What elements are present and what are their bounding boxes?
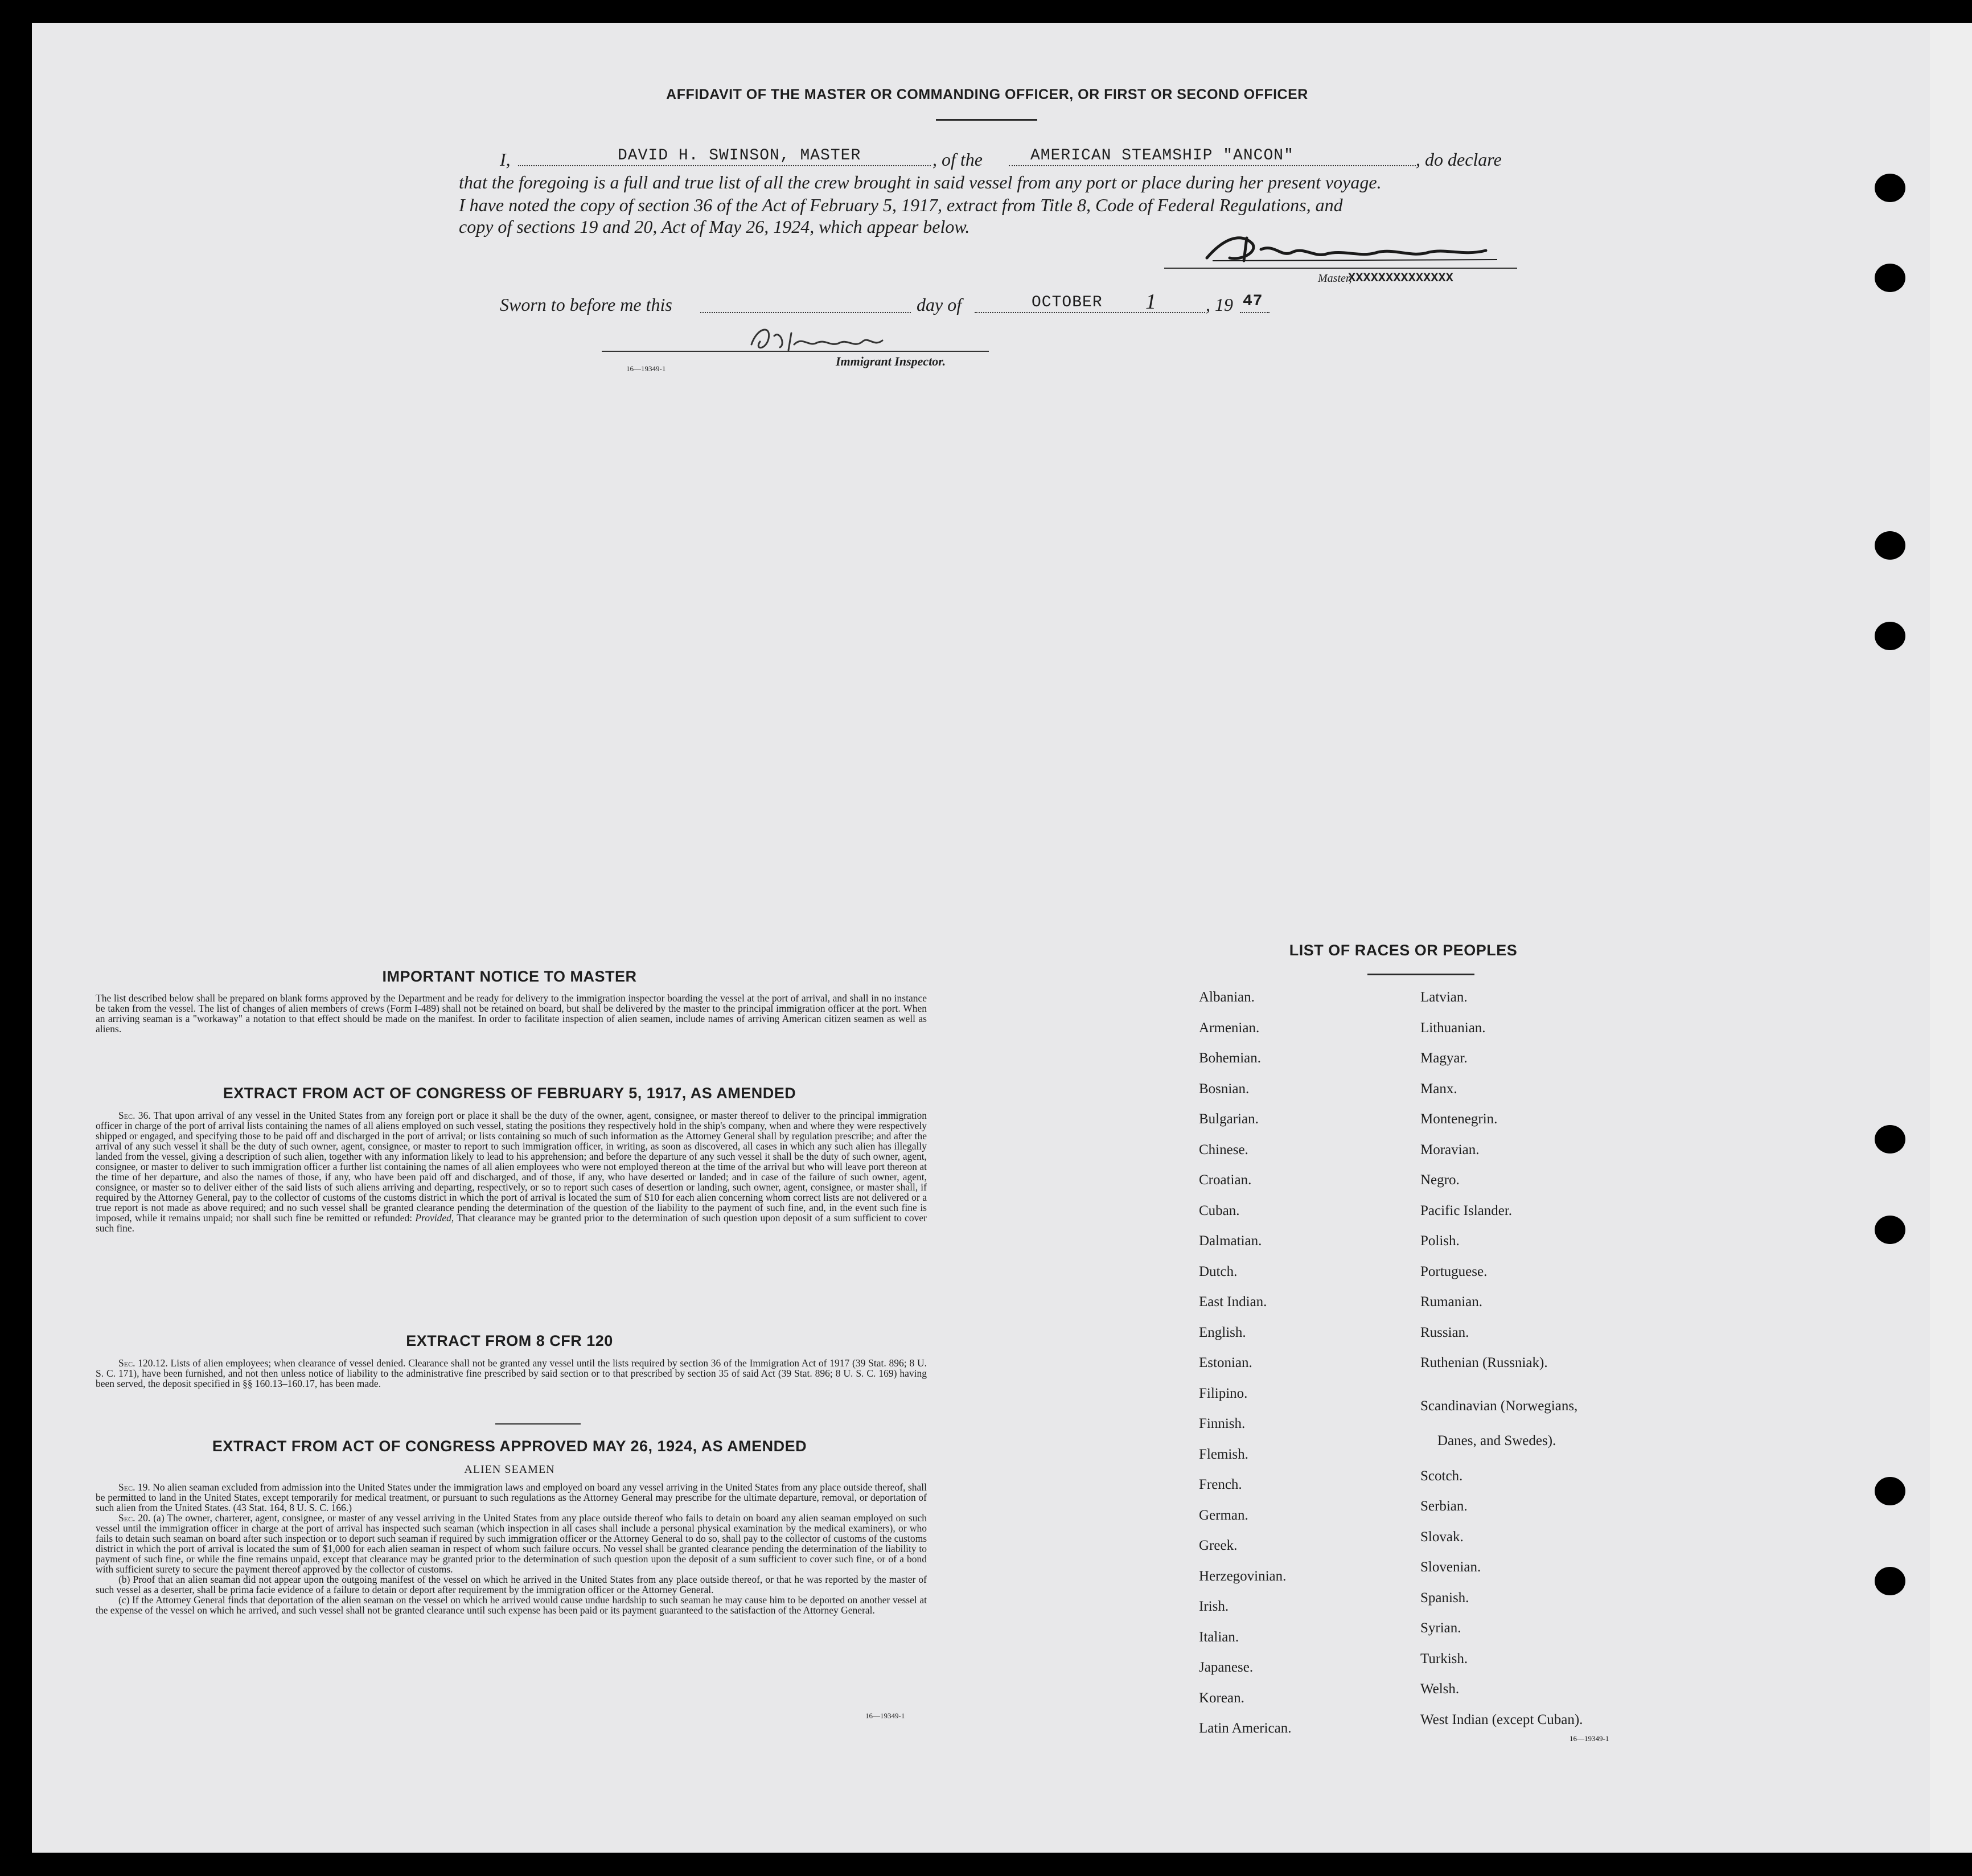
- name-line: [518, 165, 931, 166]
- extract-1917-body: That upon arrival of any vessel in the United States from any foreign port or place it shall be the duty of the owner, agent, consignee, or master thereof to deliver to the principal immigration officer in charge of the port of arrival lists containing the names of all aliens employed on such vessel, stating the positions they respectively hold in the ship's company, when and where they were respectively shipped or engaged, and specifying those to be paid off and discharged in the port of arrival; or lists containing so much of such information as the Attorney General shall by regulation prescribe; and after the arrival of any such vessel it shall be the duty of such owner, agent, consignee, or master to report to such immigration officer, in writing, as soon as discovered, all cases in which any such alien has illegally landed from the vessel, giving a description of such alien, together with any information likely to lead to his apprehension; and before the departure of any such vessel it shall be the duty of such owner, agent, consignee, or master to deliver to such immigration officer a further list containing the names of all alien employees who were not employed thereon at the time of the arrival but who will leave port thereon at the time of her departure, and also the names of those, if any, who have been paid off and discharged, and of those, if any, who have deserted or landed; and in case of the failure of such owner, agent, consignee, or master so to deliver either of the said lists of such aliens arriving and departing, respectively, or so to report such cases of desertion or landing, such owner, agent, consignee, or master shall, if required by the Attorney General, pay to the collector of customs of the customs district in which the port of arrival is located the sum of $10 for each alien concerning whom correct lists are not delivered or a true report is not made as above required; and no such vessel shall be granted clearance pending the determination of the question of the liability to the payment of such fine, and, in the event such fine is imposed, while it remains unpaid; nor shall such fine be remitted or refunded:: [96, 1110, 927, 1224]
- punch-hole: [1875, 1216, 1905, 1244]
- race-item: Croatian.: [1199, 1172, 1252, 1188]
- race-item: Portuguese.: [1420, 1263, 1488, 1279]
- affidavit-line-2: that the foregoing is a full and true list of all the crew brought in said vessel from any port or place during her present voyage.: [459, 172, 1382, 192]
- races-rule: [1367, 974, 1474, 975]
- race-item: Albanian.: [1199, 990, 1255, 1005]
- sec20a-text: (a) The owner, charterer, agent, consignee, or master of any vessel arriving in the United States from any place outside thereof who fails to detain on board any alien seaman employed on such vessel until the immigration officer in charge at the port of arrival has inspected such seaman (which inspection in all cases shall include a personal physical examination by the medical examiners), or who fails to detain such seaman on board after such inspection or to deport such seaman if required by such immigration officer or the Attorney General to do so, shall pay to the collector of customs of the customs district in which the port of arrival is located the sum of $1,000 for each alien seaman in respect of whom such failure occurs. No vessel shall be granted clearance pending the determination of the liability to payment of such fine, or while the fine remains unpaid, except that clearance may be granted prior to the determination of such question upon the deposit of a sum sufficient to cover such fine, or of a bond with sufficient surety to secure the payment thereof approved by the collector of customs.: [96, 1512, 927, 1575]
- race-item: Russian.: [1420, 1324, 1469, 1340]
- race-item: French.: [1199, 1477, 1242, 1492]
- extract-1924-rule: [495, 1423, 581, 1425]
- sec19-label: Sec. 19.: [118, 1481, 150, 1493]
- race-item: Serbian.: [1420, 1499, 1468, 1514]
- race-item: Herzegovinian.: [1199, 1568, 1287, 1584]
- extract-1917-sec: Sec. 36.: [118, 1110, 151, 1121]
- punch-hole: [1875, 1567, 1905, 1595]
- affidavit-line-3: I have noted the copy of section 36 of the Act of February 5, 1917, extract from Title 8, Code of Federal Regulations, and: [459, 195, 1343, 215]
- notice-text: The list described below shall be prepared on blank forms approved by the Department and be ready for delivery to the immigration inspector boarding the vessel at the port of arrival, and shall in no instance be taken from the vessel. The list of changes of alien members of crews (Form I-489) shall not be retained on board, but shall be delivered by the master to the principal immigration officer at the port. When an arriving seaman is a "workaway" a notation to that effect should be made on the manifest. In order to facilitate inspection of alien seamen, include names of arriving American citizen seamen as well as aliens.: [96, 992, 927, 1035]
- punch-hole: [1875, 531, 1905, 560]
- month-field[interactable]: OCTOBER: [1032, 294, 1103, 311]
- vessel-name-field[interactable]: AMERICAN STEAMSHIP "ANCON": [1030, 147, 1294, 165]
- race-item: Bosnian.: [1199, 1081, 1250, 1097]
- master-name-field[interactable]: DAVID H. SWINSON, MASTER: [618, 147, 861, 165]
- sec19-text: No alien seaman excluded from admission into the United States under the immigration laws and employed on board any vessel arriving in the United States from any place outside thereof, shall be permitted to land in the United States, except temporarily for medical treatment, or pursuant to such regulations as the Attorney General may prescribe for the ultimate departure, removal, or deportation of such alien from the United States. (43 Stat. 164, 8 U. S. C. 166.): [96, 1481, 927, 1513]
- extract-cfr-text: [96, 1358, 927, 1389]
- punch-hole: [1875, 1477, 1905, 1505]
- punch-hole: [1875, 1125, 1905, 1153]
- race-item: Bohemian.: [1199, 1050, 1262, 1066]
- year-field[interactable]: 47: [1243, 293, 1263, 310]
- punch-hole: [1875, 264, 1905, 292]
- race-item: Montenegrin.: [1420, 1111, 1498, 1127]
- extract-1924-title: EXTRACT FROM ACT OF CONGRESS APPROVED MAY 26, 1924, AS AMENDED: [212, 1438, 807, 1455]
- master-signature-line: [1164, 268, 1517, 269]
- master-signature: [1190, 227, 1509, 272]
- race-item: Korean.: [1199, 1690, 1244, 1706]
- race-item: Armenian.: [1199, 1020, 1260, 1036]
- race-item: Dutch.: [1199, 1263, 1238, 1279]
- race-item: Filipino.: [1199, 1385, 1248, 1401]
- races-title: LIST OF RACES OR PEOPLES: [1289, 942, 1518, 959]
- race-item: Chinese.: [1199, 1142, 1248, 1157]
- race-item: Negro.: [1420, 1172, 1460, 1188]
- race-item: English.: [1199, 1324, 1246, 1340]
- race-item: Flemish.: [1199, 1446, 1248, 1462]
- race-item: West Indian (except Cuban).: [1420, 1711, 1583, 1727]
- race-item: Rumanian.: [1420, 1294, 1483, 1309]
- master-struck-text: XXXXXXXXXXXXXX: [1348, 271, 1453, 285]
- race-item: Japanese.: [1199, 1660, 1254, 1675]
- sec20-label: Sec. 20.: [118, 1512, 151, 1524]
- year-prefix: , 19: [1206, 294, 1233, 315]
- sec20c-text: (c) If the Attorney General finds that deportation of the alien seaman on the vessel on which he arrived would cause undue hardship to such seaman he may cause him to be deported on another vessel at the expense of the vessel on which he arrived, and such vessel shall not be granted clearance until such expense has been paid or its payment guaranteed to the satisfaction of the Attorney General.: [96, 1594, 927, 1616]
- race-item: Cuban.: [1199, 1202, 1240, 1218]
- extract-cfr-sec: Sec. 120.12.: [118, 1357, 168, 1369]
- race-item: East Indian.: [1199, 1294, 1267, 1309]
- race-item: Syrian.: [1420, 1620, 1461, 1636]
- master-label: Master,: [1318, 272, 1352, 285]
- extract-1924-text: [96, 1482, 927, 1615]
- sec20b-text: (b) Proof that an alien seaman did not appear upon the outgoing manifest of the vessel on which he arrived in the United States from any place outside thereof, or that he was reported by the master of such vessel as a deserter, shall be prima facie evidence of a failure to detain or deport after requirement by the immigration officer or the Attorney General.: [96, 1574, 927, 1595]
- race-item: Danes, and Swedes).: [1437, 1433, 1556, 1448]
- race-item: Turkish.: [1420, 1651, 1468, 1666]
- day-of-label: day of: [917, 294, 962, 315]
- i-label: I,: [500, 149, 511, 170]
- inspector-signature: [740, 319, 899, 359]
- extract-form-number: 16—19349-1: [865, 1711, 905, 1720]
- race-item: Scandinavian (Norwegians,: [1420, 1398, 1578, 1414]
- race-item: Dalmatian.: [1199, 1233, 1262, 1249]
- race-item: Italian.: [1199, 1629, 1239, 1645]
- page-edge: [1930, 23, 1972, 1853]
- race-item: Manx.: [1420, 1081, 1457, 1097]
- extract-cfr-title: EXTRACT FROM 8 CFR 120: [406, 1332, 613, 1349]
- race-item: Slovenian.: [1420, 1559, 1481, 1575]
- race-item: Slovak.: [1420, 1529, 1464, 1545]
- notice-title: IMPORTANT NOTICE TO MASTER: [382, 968, 637, 985]
- race-item: Polish.: [1420, 1233, 1460, 1249]
- race-item: Welsh.: [1420, 1681, 1460, 1697]
- extract-1917-end: That clearance may be granted prior to the determination of such question upon deposit of a sum sufficient to cover such fine.: [96, 1212, 927, 1234]
- race-item: Magyar.: [1420, 1050, 1468, 1066]
- vessel-line: [1009, 165, 1416, 166]
- extract-1917-provided: Provided,: [415, 1212, 454, 1224]
- races-form-number: 16—19349-1: [1570, 1734, 1609, 1743]
- race-item: Greek.: [1199, 1538, 1238, 1553]
- race-item: Lithuanian.: [1420, 1020, 1486, 1036]
- race-item: Spanish.: [1420, 1590, 1469, 1606]
- affidavit-title: AFFIDAVIT OF THE MASTER OR COMMANDING OFFICER, OR FIRST OR SECOND OFFICER: [666, 87, 1308, 102]
- extract-cfr-body: Lists of alien employees; when clearance of vessel denied. Clearance shall not be granted any vessel until the lists required by section 36 of the Immigration Act of 1917 (39 Stat. 896; 8 U. S. C. 171), have been furnished, and not then unless notice of liability to the administrative fine prescribed by said section or to that prescribed by section 35 of said Act (39 Stat. 896; 8 U. S. C. 169) having been served, the deposit specified in §§ 160.13–160.17, has been made.: [96, 1357, 927, 1389]
- month-line: [975, 312, 1205, 313]
- race-item: Ruthenian (Russniak).: [1420, 1355, 1548, 1370]
- sworn-label: Sworn to before me this: [500, 294, 672, 315]
- day-field[interactable]: 1: [1145, 290, 1156, 314]
- alien-seamen-subtitle: ALIEN SEAMEN: [464, 1463, 555, 1476]
- extract-1917-text: [96, 1110, 927, 1233]
- of-the-label: , of the: [932, 149, 983, 170]
- race-item: Scotch.: [1420, 1468, 1463, 1484]
- title-rule: [936, 119, 1037, 121]
- affidavit-form-number: 16—19349-1: [626, 364, 666, 373]
- affidavit-line-4: copy of sections 19 and 20, Act of May 26, 1924, which appear below.: [459, 216, 970, 237]
- do-declare-label: , do declare: [1416, 149, 1502, 170]
- race-item: German.: [1199, 1507, 1248, 1523]
- race-item: Moravian.: [1420, 1142, 1480, 1157]
- race-item: Bulgarian.: [1199, 1111, 1259, 1127]
- punch-hole: [1875, 622, 1905, 650]
- race-item: Estonian.: [1199, 1355, 1252, 1370]
- inspector-signature-line: [602, 351, 989, 352]
- race-item: Finnish.: [1199, 1416, 1246, 1431]
- race-item: Pacific Islander.: [1420, 1202, 1513, 1218]
- race-item: Irish.: [1199, 1599, 1229, 1614]
- extract-1917-title: EXTRACT FROM ACT OF CONGRESS OF FEBRUARY 5, 1917, AS AMENDED: [223, 1085, 796, 1102]
- race-item: Latvian.: [1420, 990, 1468, 1005]
- sworn-day-line: [700, 312, 911, 313]
- inspector-label: Immigrant Inspector.: [836, 354, 946, 368]
- punch-hole: [1875, 174, 1905, 202]
- year-line: [1240, 312, 1270, 313]
- race-item: Latin American.: [1199, 1721, 1292, 1736]
